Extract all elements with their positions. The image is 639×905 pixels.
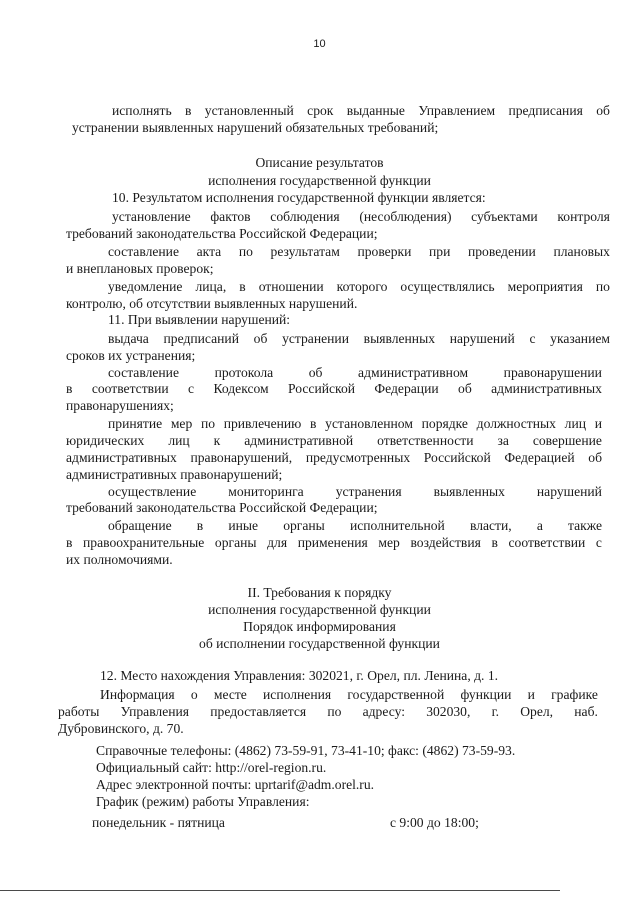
word: а — [536, 518, 543, 533]
word: (несоблюдения) — [359, 209, 452, 224]
c4-line2: требований законодательства Российской Федерации; — [66, 500, 378, 515]
word: Российской — [288, 381, 356, 396]
word: в — [239, 279, 246, 294]
section-heading-ii-line2: исполнения государственной функции — [208, 602, 431, 617]
b2-line1 — [108, 244, 610, 260]
word: применения — [297, 535, 368, 550]
word: в — [491, 535, 498, 550]
word: порядке — [421, 416, 468, 431]
word: иные — [228, 518, 259, 533]
word: контроля — [557, 209, 610, 224]
word: выявленных — [433, 484, 505, 499]
c3-line4: административных правонарушений; — [66, 467, 283, 482]
schedule-hours: с 9:00 до 18:00; — [390, 815, 479, 830]
word: устранении — [282, 331, 349, 346]
c1-line1 — [108, 331, 610, 347]
word: предусмотренных — [305, 450, 411, 465]
word: административных — [491, 381, 602, 396]
word: мониторинга — [228, 484, 304, 499]
word: соответствии — [508, 535, 586, 550]
schedule-days: понедельник - пятница — [92, 815, 225, 830]
word: установленный — [204, 103, 294, 118]
c3-line2 — [66, 433, 602, 449]
word: Кодексом — [213, 381, 269, 396]
word: исполнения — [263, 687, 332, 702]
word: лиц — [168, 433, 190, 448]
word: также — [568, 518, 602, 533]
section-heading-results: Описание результатов — [255, 155, 384, 170]
word: об — [253, 331, 268, 346]
word: в — [66, 381, 73, 396]
b1-line2: требований законодательства Российской Федерации; — [66, 226, 378, 241]
b3-line2: контролю, об отсутствии выявленных нарушений. — [66, 296, 358, 311]
word: протокола — [214, 365, 274, 380]
word: по — [200, 416, 216, 431]
word: органы — [283, 518, 325, 533]
word: по — [595, 279, 610, 294]
info-line1 — [100, 687, 598, 703]
word: и — [594, 416, 602, 431]
word: должностных — [476, 416, 556, 431]
word: привлечению — [223, 416, 302, 431]
word: при — [429, 244, 451, 259]
word: плановых — [553, 244, 610, 259]
word: акта — [196, 244, 222, 259]
word: за — [497, 433, 509, 448]
word: фактов — [210, 209, 251, 224]
word: Управлением — [418, 103, 496, 118]
word: нарушений — [536, 484, 602, 499]
page-number: 10 — [313, 38, 326, 50]
word: воздействия — [410, 535, 481, 550]
word: о — [190, 687, 198, 702]
word: лица, — [195, 279, 227, 294]
clause-10: 10. Результатом исполнения государственной функции является: — [112, 190, 486, 205]
word: в — [196, 518, 204, 533]
word: установление — [112, 209, 191, 224]
word: Российской — [423, 450, 491, 465]
word: Федерацией — [504, 450, 575, 465]
official-site: Официальный сайт: http://orel-region.ru. — [96, 760, 327, 775]
word: работы — [58, 704, 100, 719]
b1-line1 — [112, 209, 610, 225]
word: правонарушении — [503, 365, 602, 380]
c2-line3: правонарушениях; — [66, 398, 174, 413]
word: с — [188, 381, 195, 396]
word: об — [588, 450, 602, 465]
word: мер — [378, 535, 400, 550]
b3-line1 — [108, 279, 610, 295]
word: составление — [108, 365, 179, 380]
word: соответствии — [91, 381, 169, 396]
word: Управления — [120, 704, 190, 719]
c2-line2 — [66, 381, 602, 397]
c3-line1 — [108, 416, 602, 432]
word: об — [458, 381, 472, 396]
word: об — [596, 103, 610, 118]
word: юридических — [66, 433, 145, 448]
word: осуществление — [108, 484, 197, 499]
subsection-heading-informing-line2: об исполнении государственной функции — [199, 636, 440, 651]
reference-phones: Справочные телефоны: (4862) 73-59-91, 73-41-10; факс: (4862) 73-59-93. — [96, 743, 516, 758]
section-heading-ii: II. Требования к порядку — [247, 585, 392, 600]
word: осуществлялись — [400, 279, 495, 294]
subsection-heading-informing: Порядок информирования — [243, 619, 396, 634]
word: власти, — [469, 518, 512, 533]
word: принятие — [108, 416, 163, 431]
c4-line1 — [108, 484, 602, 500]
info-line2 — [58, 704, 598, 720]
word: выданные — [346, 103, 405, 118]
word: графике — [551, 687, 598, 702]
word: составление — [108, 244, 179, 259]
word: предоставляется — [210, 704, 307, 719]
word: 302030, — [426, 704, 471, 719]
email-address: Адрес электронной почты: uprtarif@adm.orel.ru. — [96, 777, 375, 792]
word: Орел, — [520, 704, 554, 719]
c5-line2 — [66, 535, 602, 551]
word: адресу: — [362, 704, 405, 719]
section-subheading-results: исполнения государственной функции — [208, 173, 431, 188]
word: исполнять — [112, 103, 172, 118]
word: функции — [460, 687, 512, 702]
word: срок — [307, 103, 334, 118]
word: уведомление — [108, 279, 183, 294]
word: административных — [66, 450, 177, 465]
word: нарушений — [449, 331, 515, 346]
c5-line3: их полномочиями. — [66, 552, 173, 567]
word: и — [527, 687, 535, 702]
word: выявленных — [363, 331, 435, 346]
word: выдача — [108, 331, 149, 346]
word: совершение — [532, 433, 602, 448]
word: Информация — [100, 687, 175, 702]
c1-line2: сроков их устранения; — [66, 348, 196, 363]
word: в — [185, 103, 192, 118]
word: субъектами — [471, 209, 538, 224]
word: отношении — [258, 279, 324, 294]
word: результатам — [270, 244, 340, 259]
page-bottom-rule — [0, 890, 560, 891]
word: установленном — [325, 416, 413, 431]
word: органы — [214, 535, 257, 550]
word: по — [327, 704, 342, 719]
word: лиц — [564, 416, 586, 431]
word: мер — [170, 416, 193, 431]
b2-line2: и внеплановых проверок; — [66, 261, 214, 276]
word: административной — [244, 433, 354, 448]
word: которого — [336, 279, 388, 294]
word: государственной — [347, 687, 445, 702]
c2-line1 — [108, 365, 602, 381]
word: наб. — [574, 704, 598, 719]
word: указанием — [550, 331, 610, 346]
word: Федерации — [374, 381, 439, 396]
word: ответственности — [377, 433, 474, 448]
word: мероприятия — [507, 279, 583, 294]
c3-line3 — [66, 450, 602, 466]
word: предписаний — [163, 331, 239, 346]
word: г. — [491, 704, 500, 719]
word: об — [308, 365, 323, 380]
word: административном — [358, 365, 469, 380]
word: к — [213, 433, 221, 448]
word: соблюдения — [270, 209, 340, 224]
word: исполнительной — [349, 518, 445, 533]
word: для — [267, 535, 288, 550]
c5-line1 — [108, 518, 602, 534]
clause-12: 12. Место нахождения Управления: 302021, г. Орел, пл. Ленина, д. 1. — [100, 668, 499, 683]
word: с — [529, 331, 536, 346]
word: устранения — [335, 484, 402, 499]
word: с — [595, 535, 602, 550]
clause-11: 11. При выявлении нарушений: — [108, 312, 291, 327]
word: по — [238, 244, 253, 259]
p1-line2: устранении выявленных нарушений обязательных требований; — [72, 120, 439, 135]
info-line3: Дубровинского, д. 70. — [58, 721, 184, 736]
p1-line1 — [112, 103, 610, 119]
word: в — [310, 416, 317, 431]
word: проведении — [467, 244, 536, 259]
word: правоохранительные — [83, 535, 205, 550]
word: правонарушений, — [190, 450, 293, 465]
word: проверки — [357, 244, 412, 259]
word: предписания — [508, 103, 583, 118]
word: месте — [213, 687, 247, 702]
schedule-title: График (режим) работы Управления: — [96, 794, 310, 809]
word: в — [66, 535, 73, 550]
word: обращение — [108, 518, 172, 533]
